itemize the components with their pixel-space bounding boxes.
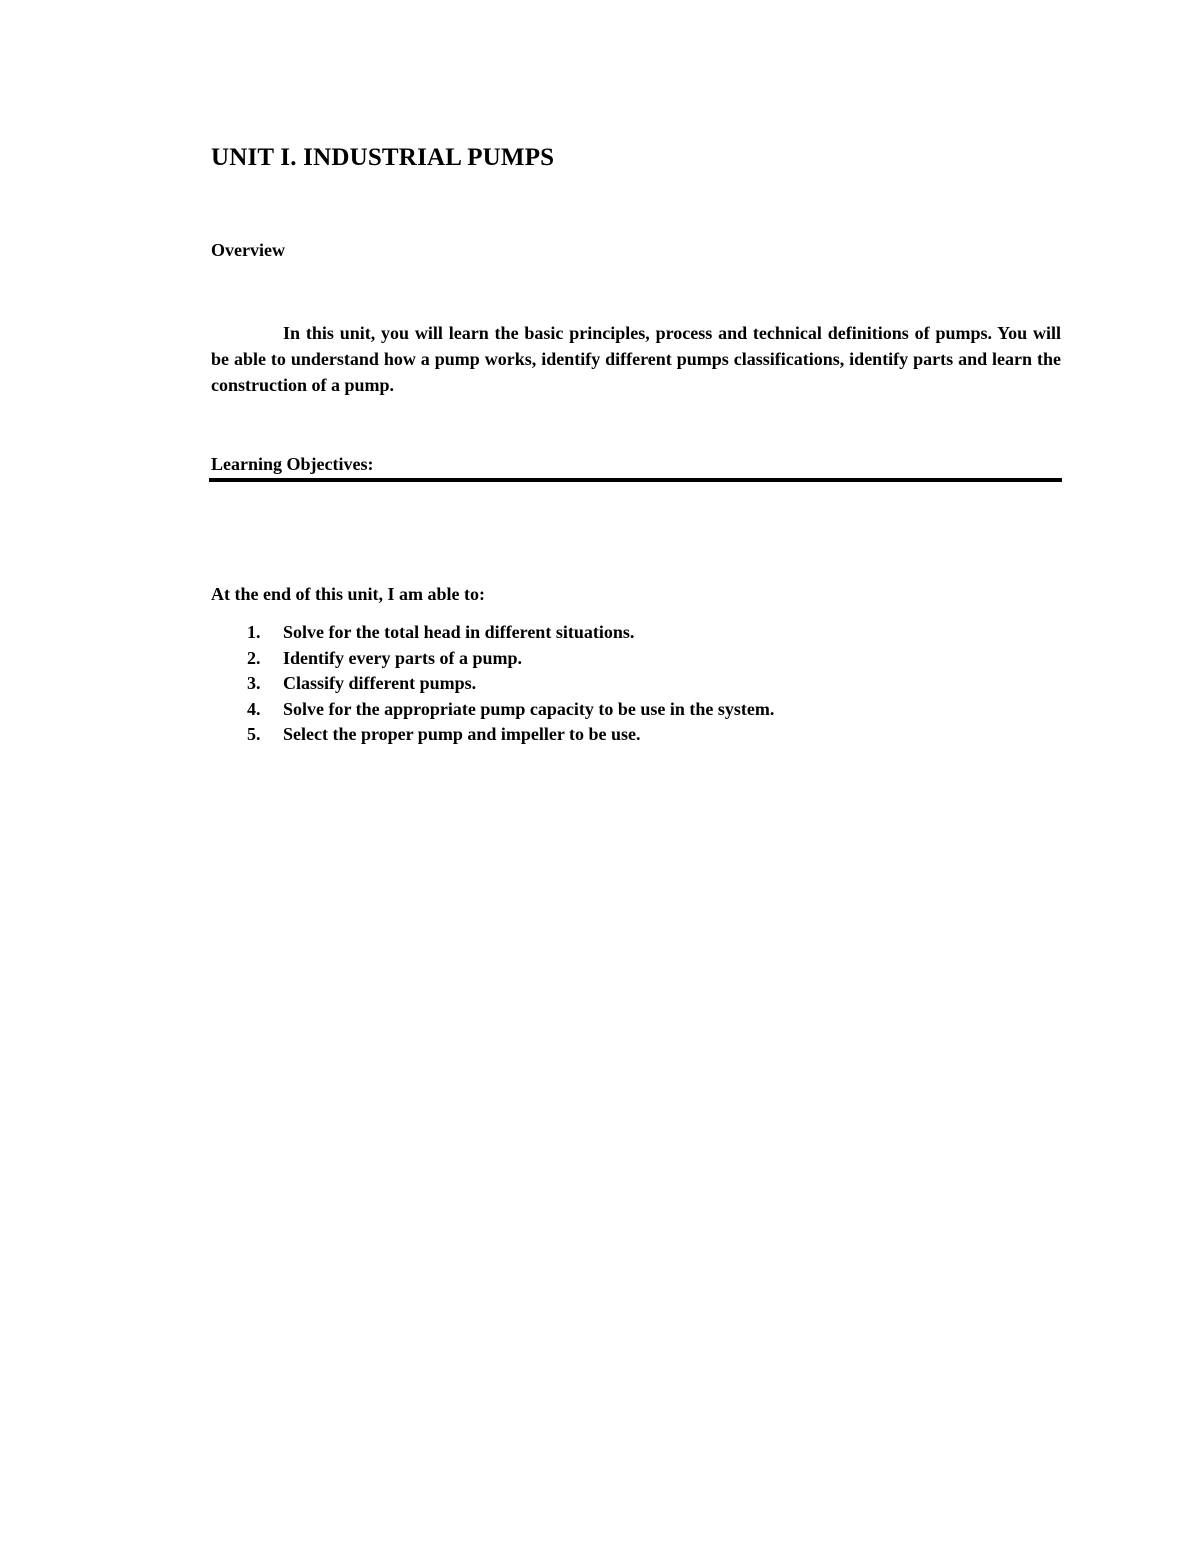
- list-item-number: 4.: [247, 698, 261, 719]
- list-item-text: Identify every parts of a pump.: [283, 647, 522, 668]
- overview-paragraph: In this unit, you will learn the basic principles, process and technical definitions of pumps. You will be able to understand how a pump works, identify different pumps classifications, identify parts and learn the construction of a pump.: [211, 323, 1061, 395]
- unit-title: UNIT I. INDUSTRIAL PUMPS: [211, 144, 555, 171]
- list-item-number: 3.: [247, 673, 261, 693]
- list-item-number: 5.: [247, 724, 261, 744]
- list-item-text: Select the proper pump and impeller to be use.: [283, 724, 641, 744]
- section-divider: [209, 478, 1062, 482]
- list-item-text: Classify different pumps.: [283, 673, 477, 693]
- list-item-text: Solve for the total head in different situations.: [283, 622, 635, 642]
- list-item-number: 1.: [247, 622, 261, 642]
- list-item-number: 2.: [247, 647, 261, 668]
- list-item-text: Solve for the appropriate pump capacity to be use in the system.: [283, 698, 775, 719]
- learning-objectives-heading: Learning Objectives:: [211, 454, 374, 474]
- objectives-intro: At the end of this unit, I am able to:: [211, 584, 486, 604]
- overview-heading: Overview: [211, 240, 285, 260]
